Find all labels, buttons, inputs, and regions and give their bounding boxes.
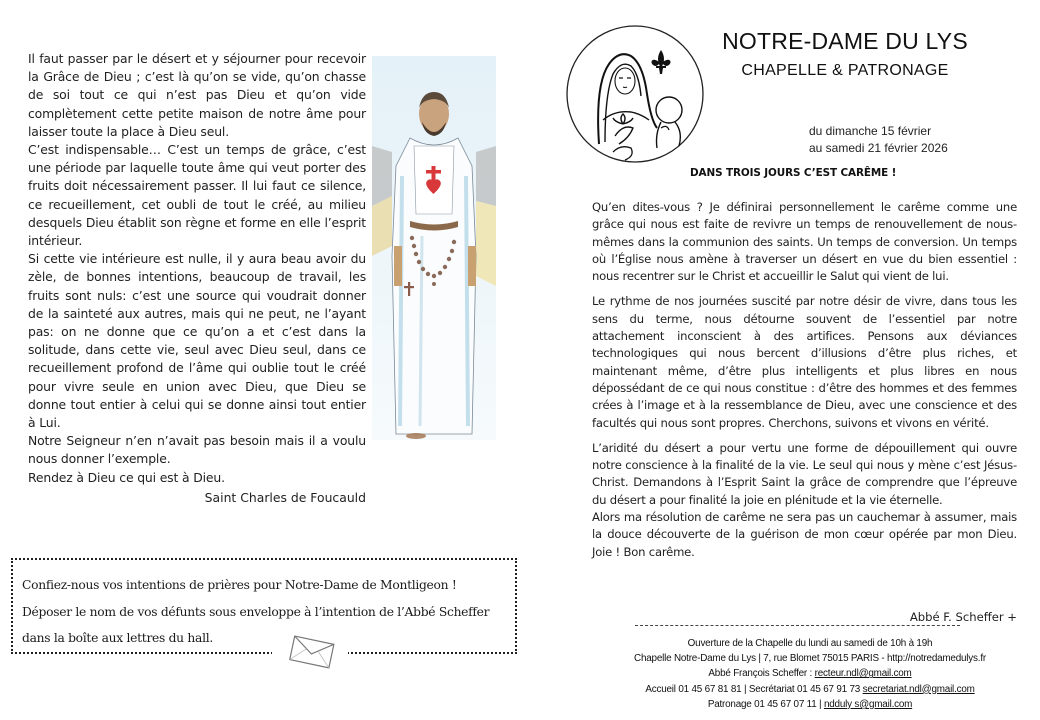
prayer-line: dans la boîte aux lettres du hall. [22,631,213,645]
quote-paragraph: Il faut passer par le désert et y séjourner pour recevoir la Grâce de Dieu ; c’est là qu’on se vide, qu’on chasse de soi tout ce qui n’est pas Dieu et qu’on vide complètement cette petite maison de notre âme pour laisser toute la place à Dieu seul. [28,51,366,139]
prayer-line: Confiez-nous vos intentions de prières pour Notre-Dame de Montligeon ! [22,578,457,592]
saint-illustration [372,56,496,440]
article-paragraph: Alors ma résolution de carême ne sera pas un cauchemar à assumer, mais la douce découverte de la guérison de mon cœur opérée par mon Dieu. Joie ! Bon carême. [592,510,1017,559]
contact-footer [590,636,1030,712]
opening-hours: Ouverture de la Chapelle du lundi au samedi de 10h à 19h [687,638,933,649]
footer-divider [635,625,960,626]
date-start: du dimanche 15 février [809,124,932,138]
rector-email-link[interactable]: recteur.ndl@gmail.com [814,668,912,680]
quote-author: Saint Charles de Foucauld [204,490,366,505]
envelope-icon [286,630,338,672]
patronage-contact [590,697,1030,712]
chapel-logo [565,24,705,164]
rector-label: Abbé François Scheffer : [708,668,815,680]
prayer-intentions-box [11,558,517,654]
secretariat-email-link[interactable]: secretariat.ndl@gmail.com [862,683,975,695]
article-body [592,199,1017,569]
article-paragraph: Le rythme de nos journées suscité par notre désir de vivre, dans tous les sens du terme, nous détourne souvent de l’essentiel par notre attachement inconscient à des artifices. Pensons aux déviances technologiques qui nous bercent d’illusions d’être plus riches, et maintenant même, d’être plus intelligents et plus libres en nous dépossédant de ce qui nous constitue : d’être des hommes et des femmes crées à l’image et à la ressemblance de Dieu, avec une conscience et des facultés qui nous sont propres. Cherchons, suivons et vivons en vérité. [592,294,1017,430]
article-signature: Abbé F. Scheffer + [909,610,1017,624]
quote-paragraph: Si cette vie intérieure est nulle, il y aura beau avoir du zèle, de bonnes intentions, beaucoup de travail, les fruits sont nuls: c’est une source qui voudrait donner de la sainteté aux autres, mais qui ne peut, ne l’ayant pas: on ne donne que ce qu’on a et c’est dans la solitude, dans cette vie, seul avec Dieu seul, dans ce recueillement profond de l’âme qui oublie tout le créé pour vivre seule en union avec Dieu, que Dieu se donne tout entier à celui qui se donne ainsi tout entier à Lui. [28,251,366,431]
article-paragraph: L’aridité du désert a pour vertu une forme de dépouillement qui ouvre notre conscience à la finalité de la vie. Le seul qui nous y mène c’est Jésus-Christ. Demandons à l’Esprit Saint la grâce de comprendre que l’épreuve du désert a pour finalité la joie en plénitude et la vie éternelle. [592,440,1017,507]
chapel-subtitle: CHAPELLE & PATRONAGE [741,62,949,79]
quote-paragraph: C’est indispensable… C’est un temps de grâce, c’est une période par laquelle toute âme qui veut porter des fruits doit nécessairement passer. Il lui faut ce silence, ce recueillement, cet oubli de tout le créé, au milieu desquels Dieu établit son règne et forme en elle l’esprit intérieur. [28,142,366,249]
patronage-label: Patronage 01 45 67 07 11 | [707,698,824,710]
prayer-line: Déposer le nom de vos défunts sous enveloppe à l’intention de l’Abbé Scheffer [22,604,490,619]
date-end: au samedi 21 février 2026 [809,141,948,155]
saint-quote [28,50,366,487]
reception-contact [590,682,1030,697]
address: Chapelle Notre-Dame du Lys | 7, rue Blomet 75015 PARIS - http://notredamedulys.fr [634,653,986,665]
patronage-email-link[interactable]: ndduly s@gmail.com [823,698,913,710]
quote-paragraph: Rendez à Dieu ce qui est à Dieu. [28,469,225,485]
quote-paragraph: Notre Seigneur n’en n’avait pas besoin mais il a voulu nous donner l’exemple. [28,433,366,467]
reception-label: Accueil 01 45 67 81 81 | Secrétariat 01 45 67 91 73 [645,683,863,695]
week-dates [809,123,948,157]
rector-contact [590,666,1030,681]
chapel-title: NOTRE-DAME DU LYS [722,28,968,54]
article-paragraph: Qu’en dites-vous ? Je définirai personnellement le carême comme une grâce qui nous est faite de revivre un temps de renouvellement de nous-mêmes dans la communion des saints. Un temps de conversion. Un temps où l’Église nous amène à traverser un désert en vue du bien essentiel : nous recentrer sur le Christ et accueillir le Salut qui vient de lui. [592,200,1017,284]
article-headline: DANS TROIS JOURS C’EST CARÊME ! [690,167,897,179]
